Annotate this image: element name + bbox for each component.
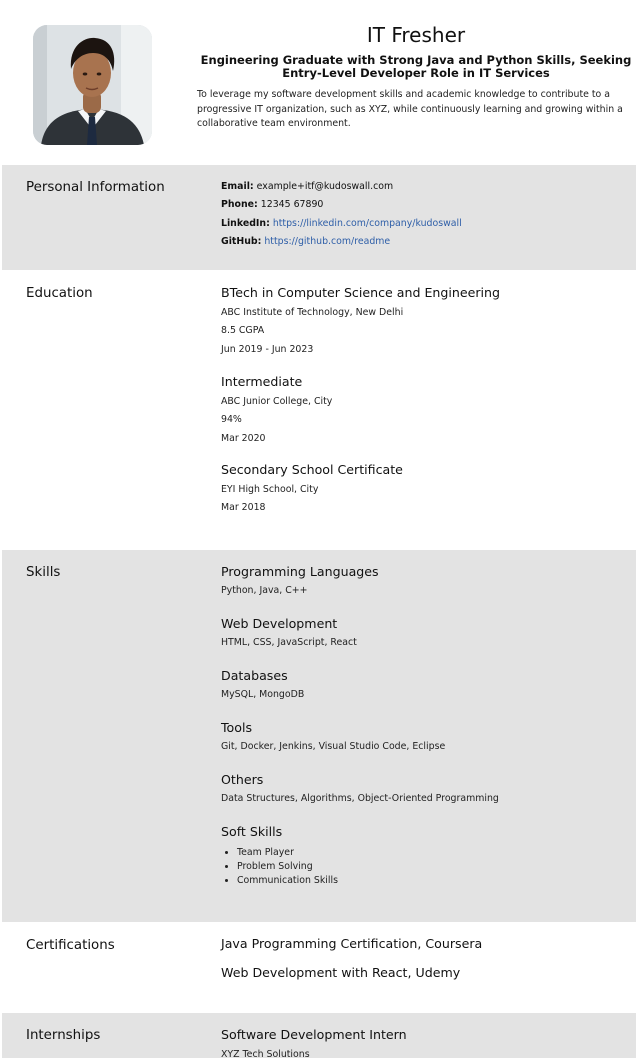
skills-section <box>2 550 636 922</box>
score: 94% <box>221 414 242 426</box>
skill-group-title: Databases <box>221 668 288 683</box>
skill-group-title: Others <box>221 772 264 787</box>
section-title: Education <box>26 286 93 301</box>
section-title: Personal Information <box>26 180 165 195</box>
list-item: • Problem Solving <box>237 860 338 874</box>
profile-photo <box>33 25 152 145</box>
skill-items: HTML, CSS, JavaScript, React <box>221 637 357 648</box>
education-item <box>221 462 403 518</box>
contact-details <box>221 178 631 251</box>
phone-row <box>221 196 631 214</box>
github-label: GitHub: <box>221 235 262 247</box>
certification-item: Java Programming Certification, Coursera <box>221 936 483 951</box>
institution: ABC Institute of Technology, New Delhi <box>221 307 404 318</box>
linkedin-link[interactable]: https://linkedin.com/company/kudoswall <box>272 217 462 229</box>
skill-group <box>221 720 445 754</box>
institution: ABC Junior College, City <box>221 396 333 407</box>
certification-item: Web Development with React, Udemy <box>221 965 461 980</box>
education-item <box>221 374 332 448</box>
skill-items: Git, Docker, Jenkins, Visual Studio Code, Eclipse <box>221 741 446 752</box>
skill-group-title: Soft Skills <box>221 824 283 839</box>
skill-group <box>221 772 499 806</box>
skill-group <box>221 564 379 598</box>
skill-items: MySQL, MongoDB <box>221 689 305 700</box>
phone-label: Phone: <box>221 199 258 211</box>
soft-skills-group <box>221 824 338 889</box>
candidate-name: IT Fresher <box>366 23 466 47</box>
education-section <box>2 270 636 550</box>
skill-group <box>221 616 357 650</box>
skill-group <box>221 668 304 702</box>
institution: EYI High School, City <box>221 484 319 495</box>
dates: Mar 2020 <box>221 432 266 444</box>
section-title: Skills <box>26 565 61 580</box>
github-link[interactable]: https://github.com/readme <box>264 235 391 247</box>
internship-item <box>221 1027 631 1058</box>
internships-section <box>2 1013 636 1058</box>
section-title: Internships <box>26 1028 101 1043</box>
email-value[interactable]: example+itf@kudoswall.com <box>256 181 394 192</box>
degree-title: Intermediate <box>221 374 303 389</box>
phone-value: 12345 67890 <box>260 199 324 211</box>
skill-items: Python, Java, C++ <box>221 585 308 596</box>
degree-title: Secondary School Certificate <box>221 462 403 477</box>
email-label: Email: <box>221 181 254 192</box>
dates: Mar 2018 <box>221 502 266 514</box>
degree-title: BTech in Computer Science and Engineering <box>221 285 501 300</box>
career-objective: To leverage my software development skills and academic knowledge to contribute to a progressive IT organization, such as XYZ, while continuously learning and growing within a collaborative team environment. <box>197 89 623 129</box>
section-title: Certifications <box>26 938 115 953</box>
dates: Jun 2019 - Jun 2023 <box>221 343 314 355</box>
internship-role: Software Development Intern <box>221 1027 407 1042</box>
github-row <box>221 233 631 251</box>
skill-items: Data Structures, Algorithms, Object-Oriented Programming <box>221 793 499 804</box>
resume-header <box>2 0 636 165</box>
education-item <box>221 285 500 359</box>
skill-group-title: Web Development <box>221 616 338 631</box>
candidate-headline: Engineering Graduate with Strong Java and Python Skills, Seeking Entry-Level Developer Role in IT Services <box>200 53 632 80</box>
soft-skills-list <box>221 846 338 889</box>
email-row <box>221 178 631 196</box>
certifications-section <box>2 922 636 1013</box>
linkedin-label: LinkedIn: <box>221 217 270 229</box>
skill-group-title: Tools <box>221 720 253 735</box>
personal-information-section <box>2 165 636 270</box>
list-item: • Communication Skills <box>237 874 338 888</box>
resume-page <box>2 0 636 1058</box>
list-item: • Team Player <box>237 846 338 860</box>
skill-group-title: Programming Languages <box>221 564 379 579</box>
score: 8.5 CGPA <box>221 325 265 337</box>
linkedin-row <box>221 215 631 233</box>
certifications-list <box>221 936 631 981</box>
internship-company: XYZ Tech Solutions <box>221 1049 310 1058</box>
